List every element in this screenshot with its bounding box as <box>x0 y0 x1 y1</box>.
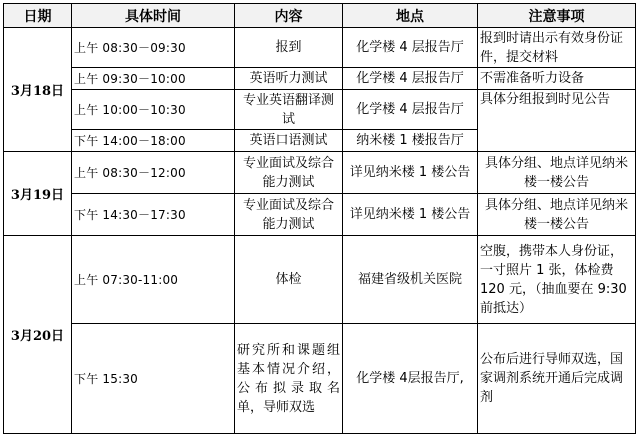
table-row <box>4 324 636 434</box>
time-cell: 下午 14:30－17:30 <box>72 194 235 236</box>
location-cell: 详见纳米楼 1 楼公告 <box>343 152 478 194</box>
notes-cell: 空腹，携带本人身份证，一寸照片 1 张，体检费 120 元，（抽血要在 9:30 前抵达） <box>478 236 636 324</box>
content-cell: 专业面试及综合能力测试 <box>235 152 343 194</box>
header-notes: 注意事项 <box>478 4 636 28</box>
content-cell: 英语听力测试 <box>235 68 343 90</box>
notes-cell: 具体分组、地点详见纳米楼一楼公告 <box>478 152 636 194</box>
location-cell: 化学楼 4层报告厅, <box>343 324 478 434</box>
location-cell: 化学楼 4 层报告厅 <box>343 68 478 90</box>
time-cell: 上午 08:30－12:00 <box>72 152 235 194</box>
time-cell: 上午 09:30－10:00 <box>72 68 235 90</box>
notes-cell: 公布后进行导师双选，国家调剂系统开通后完成调剂 <box>478 324 636 434</box>
table-row <box>4 90 636 130</box>
content-cell: 专业英语翻译测试 <box>235 90 343 130</box>
time-cell: 上午 10:00－10:30 <box>72 90 235 130</box>
notes-cell: 不需准备听力设备 <box>478 68 636 90</box>
location-cell: 福建省级机关医院 <box>343 236 478 324</box>
time-cell: 下午 15:30 <box>72 324 235 434</box>
time-cell: 下午 14:00－18:00 <box>72 130 235 152</box>
table-row <box>4 28 636 68</box>
location-cell: 化学楼 4 层报告厅 <box>343 90 478 130</box>
header-location: 地点 <box>343 4 478 28</box>
notes-cell: 具体分组、地点详见纳米楼一楼公告 <box>478 194 636 236</box>
content-cell: 英语口语测试 <box>235 130 343 152</box>
content-cell: 研究所和课题组基本情况介绍，公布拟录取名单，导师双选 <box>235 324 343 434</box>
date-cell: 3月19日 <box>4 152 72 236</box>
notes-cell: 具体分组报到时见公告 <box>478 90 636 152</box>
header-content: 内容 <box>235 4 343 28</box>
table-row <box>4 152 636 194</box>
time-cell: 上午 08:30－09:30 <box>72 28 235 68</box>
table-row <box>4 194 636 236</box>
time-cell: 上午 07:30-11:00 <box>72 236 235 324</box>
notes-cell: 报到时请出示有效身份证件，提交材料 <box>478 28 636 68</box>
table-row <box>4 68 636 90</box>
location-cell: 详见纳米楼 1 楼公告 <box>343 194 478 236</box>
header-date: 日期 <box>4 4 72 28</box>
table-row <box>4 236 636 324</box>
schedule-table <box>3 3 636 434</box>
location-cell: 纳米楼 1 楼报告厅 <box>343 130 478 152</box>
header-row <box>4 4 636 28</box>
content-cell: 体检 <box>235 236 343 324</box>
content-cell: 专业面试及综合能力测试 <box>235 194 343 236</box>
location-cell: 化学楼 4 层报告厅 <box>343 28 478 68</box>
content-cell: 报到 <box>235 28 343 68</box>
date-cell: 3月18日 <box>4 28 72 152</box>
header-time: 具体时间 <box>72 4 235 28</box>
date-cell: 3月20日 <box>4 236 72 434</box>
